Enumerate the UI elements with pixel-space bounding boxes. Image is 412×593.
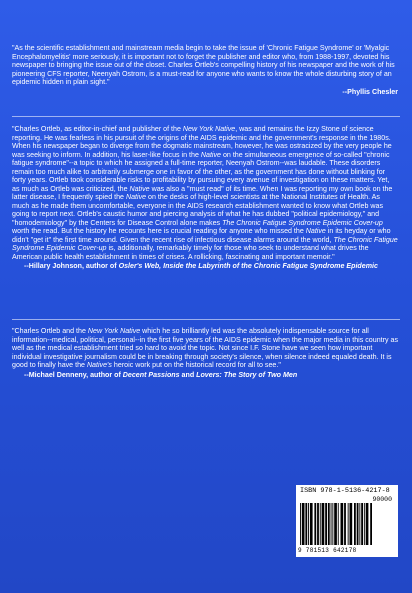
text-run: was also a "must read" of its time. When I was reporting my own book on the latter disease, I frequently spied the <box>12 184 393 201</box>
italic-title: Native's <box>86 361 112 369</box>
price-code: 90000 <box>372 496 392 503</box>
quote-attribution <box>24 262 398 271</box>
barcode-bar <box>305 503 307 545</box>
text-run: heroic work put on the historical record for all to see." <box>111 361 281 369</box>
quote-hillary-johnson <box>12 125 398 271</box>
text-run: "Charles Ortleb and the <box>12 327 88 335</box>
quote-attribution <box>24 371 398 380</box>
isbn-barcode <box>296 485 398 557</box>
barcode-bar <box>361 503 363 545</box>
barcode-bar <box>350 503 353 545</box>
barcode-bar <box>325 503 327 545</box>
barcode-bar <box>357 503 359 545</box>
barcode-bar <box>370 503 372 545</box>
text-run: "Charles Ortleb, as editor-in-chief and publisher of the <box>12 125 183 133</box>
attribution-prefix: --Michael Denneny, author of <box>24 370 123 379</box>
barcode-bar <box>314 503 316 545</box>
barcode-bar <box>334 503 337 545</box>
barcode-bar <box>300 503 301 545</box>
italic-title: The Chronic Fatigue Syndrome Epidemic Cover-up <box>12 235 398 252</box>
text-run: in its heyday or who didn't "get it" the first time around. Given the recent rise of infectious disease alarms around the world, <box>12 227 391 244</box>
barcode-bar <box>354 503 356 545</box>
barcode-bar <box>331 503 332 545</box>
text-run: on the desks of high-level scientists at the National Institutes of Health. As much as he made them uncomfortable, everyone in the AIDS research establishment wanted to know what Ortleb was going to report next. Ortleb's caustic humor and piercing analysis of what he has dubbed "political epidemiology," and "homodemiology" by the Centers for Disease Control alone makes <box>12 193 384 227</box>
italic-title: The Chronic Fatigue Syndrome Epidemic Cover-up <box>222 218 383 227</box>
barcode-bar <box>332 503 333 545</box>
divider <box>12 319 400 320</box>
quote-text <box>12 327 398 370</box>
italic-title: Native <box>200 150 221 159</box>
barcode-digits: 9 781513 642178 <box>298 547 357 554</box>
text-run: which he so brilliantly led was the absolutely indispensable source for all information--medical, political, personal--in the first five years of the AIDS epidemic when the major media in this country as well as the medical establishment tried so hard to avoid the topic. Not since I.F. Stone have we seen how important individual investigative journalism could be in breaking through society's silence, when silence indeed equaled death. It is good to finally have the <box>12 327 398 369</box>
barcode-bar <box>348 503 349 545</box>
barcode-bar <box>341 503 344 545</box>
barcode-bars <box>300 503 394 547</box>
text-run: worth the read. But the history he recounts here is crucial reading for anyone who missed the <box>12 227 306 235</box>
italic-title: New York Native <box>87 327 141 335</box>
barcode-bar <box>320 503 321 545</box>
barcode-bar <box>308 503 309 545</box>
barcode-bar <box>364 503 365 545</box>
italic-title: Native <box>129 184 150 193</box>
quote-phyllis-chesler <box>12 44 398 96</box>
barcode-bar <box>344 503 346 545</box>
barcode-bar <box>359 503 360 545</box>
attribution-book-title: Lovers: The Story of Two Men <box>196 370 298 379</box>
quote-attribution: --Phyllis Chesler <box>342 87 398 96</box>
italic-title: Native <box>125 193 147 201</box>
isbn-number: ISBN 978-1-5136-4217-8 <box>300 487 390 495</box>
barcode-bar <box>322 503 325 545</box>
barcode-bar <box>310 503 313 545</box>
attribution-book-title: Decent Passions <box>122 370 180 379</box>
barcode-bar <box>317 503 319 545</box>
attribution-book-title: Osler's Web, Inside the Labyrinth of the Chronic Fatigue Syndrome Epidemic <box>118 262 378 270</box>
text-run: on the simultaneous emergence of so-called "chronic fatigue syndrome"--a topic to which he assigned a full-time reporter, Neenyah Ostrom--was laudable. These disorders remain too much alike to arbitrarily submerge one in favor of the other, as the government has done without blinking for forty years. Ortleb took considerable risks to profitability by pursuing every avenue of investigation on these matters. Yet, as much as Ortleb was criticized, the <box>12 150 390 193</box>
barcode-bar <box>366 503 369 545</box>
attribution-joiner: and <box>179 370 197 379</box>
attribution-prefix: --Hillary Johnson, author of <box>24 262 119 270</box>
italic-title: New York Native <box>182 125 236 133</box>
barcode-bar <box>302 503 305 545</box>
barcode-bar <box>328 503 330 545</box>
quote-text <box>12 125 398 261</box>
divider <box>12 116 400 117</box>
barcode-bar <box>338 503 339 545</box>
text-run: is, additionally, remarkably timely for those who seek to understand what drives the American public health establishment in times of crises. A rollicking, fascinating and important memoir." <box>12 244 369 261</box>
quote-text: "As the scientific establishment and mainstream media begin to take the issue of 'Chronic Fatigue Syndrome' or 'Myalgic Encephalomyelitis' more seriously, it is important not to forget the publisher and editor who, from 1988-1997, devoted his newspaper to bringing the issue out of the closet. Charles Ortleb's compelling history of his newspaper and the work of his pioneering CFS reporter, Neenyah Ostrom, is a must-read for anyone who wants to know the whole disturbing story of an epidemic hidden in plain sight." <box>12 44 395 86</box>
quote-michael-denneny <box>12 327 398 379</box>
text-run: , was and remains the Izzy Stone of science reporting. He was fearless in his pursuit of the origins of the AIDS epidemic and the government's response in the 1980s. When his newspaper began to diverge from the dogmatic mainstream, however, he was ostracized by the very people he was seeking to inform. In addition, his laser-like focus in the <box>12 125 392 159</box>
italic-title: Native <box>305 227 326 235</box>
